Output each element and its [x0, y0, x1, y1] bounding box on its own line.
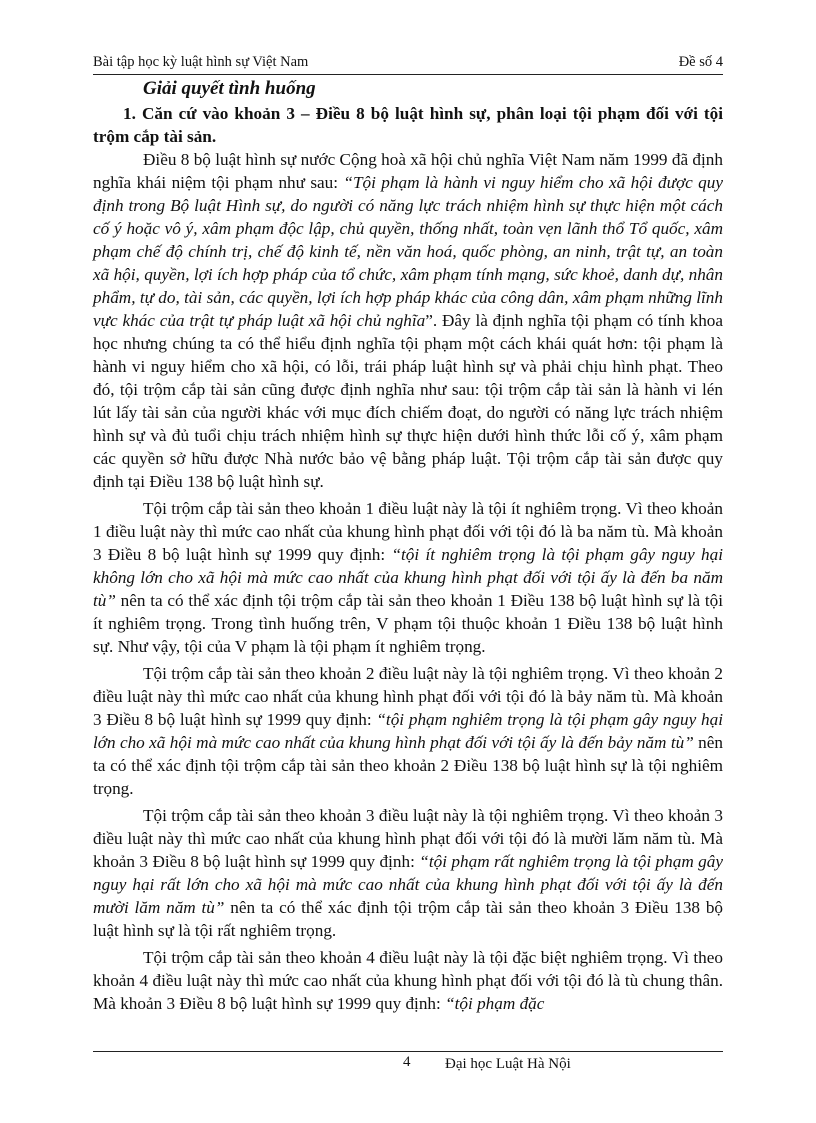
- paragraph-5: [93, 946, 723, 1015]
- legal-quote: “tội phạm rất nghiêm trọng là tội phạm gây nguy hại rất lớn cho xã hội mà mức cao nhất của khung hình phạt đối với tội ấy là đến mười lăm năm tù”: [93, 852, 723, 917]
- question-heading: 1. Căn cứ vào khoản 3 – Điều 8 bộ luật hình sự, phân loại tội phạm đối với tội trộm cắp tài sản.: [93, 104, 723, 146]
- legal-quote: “tội phạm đặc: [445, 994, 545, 1013]
- paragraph-text: Tội trộm cắp tài sản theo khoản 3 điều luật này là tội nghiêm trọng. Vì theo khoản 3 điều luật này thì mức cao nhất của khung hình phạt đối với tội đó là mười lăm năm tù. Mà khoản 3 Điều 8 bộ luật hình sự 1999 quy định:: [93, 806, 723, 871]
- paragraph-3: [93, 662, 723, 800]
- legal-quote: “tội phạm nghiêm trọng là tội phạm gây nguy hại lớn cho xã hội mà mức cao nhất của khung hình phạt đối với tội ấy là đến bảy năm tù”: [93, 710, 723, 752]
- paragraph-text: nên ta có thể xác định tội trộm cắp tài sản theo khoản 3 Điều 138 bộ luật hình sự là tội rất nghiêm trọng.: [93, 898, 724, 940]
- page-header: [93, 52, 723, 75]
- paragraph-text: ”. Đây là định nghĩa tội phạm có tính khoa học nhưng chúng ta có thể hiểu định nghĩa tội phạm một cách khái quát hơn: tội phạm là hành vi nguy hiểm cho xã hội, có lỗi, trái pháp luật hình sự và phải chịu hình phạt. Theo đó, tội trộm cắp tài sản cũng được định nghĩa như sau: tội trộm cắp tài sản là hành vi lén lút lấy tài sản của người khác với mục đích chiếm đoạt, do người có năng lực trách nhiệm hình sự và đủ tuổi chịu trách nhiệm hình sự thực hiện dưới hình thức lỗi cố ý, xâm phạm các quyền sở hữu được Nhà nước bảo vệ bằng pháp luật. Tội trộm cắp tài sản được quy định tại Điều 138 bộ luật hình sự.: [93, 311, 724, 491]
- section-title: Giải quyết tình huống: [143, 78, 316, 99]
- paragraph-text: Tội trộm cắp tài sản theo khoản 4 điều luật này là tội đặc biệt nghiêm trọng. Vì theo khoản 4 điều luật này thì mức cao nhất của khung hình phạt đối với tội đó là tù chung thân. Mà khoản 3 Điều 8 bộ luật hình sự 1999 quy định:: [93, 948, 723, 1013]
- paragraph-text: Tội trộm cắp tài sản theo khoản 2 điều luật này là tội nghiêm trọng. Vì theo khoản 2 điều luật này thì mức cao nhất của khung hình phạt đối với tội đó là bảy năm tù. Mà khoản 3 Điều 8 bộ luật hình sự 1999 quy định:: [93, 664, 723, 729]
- header-course-title: Bài tập học kỳ luật hình sự Việt Nam: [93, 54, 309, 70]
- header-exam-number: Đề số 4: [678, 54, 723, 70]
- page-number: 4: [403, 1054, 411, 1070]
- paragraph-text: Điều 8 bộ luật hình sự nước Cộng hoà xã hội chủ nghĩa Việt Nam năm 1999 đã định nghĩa khái niệm tội phạm như sau:: [93, 150, 723, 192]
- page-footer: [93, 1051, 723, 1072]
- paragraph-text: nên ta có thể xác định tội trộm cắp tài sản theo khoản 1 Điều 138 bộ luật hình sự là tội ít nghiêm trọng. Trong tình huống trên, V phạm tội thuộc khoản 1 Điều 138 bộ luật hình sự. Như vậy, tội của V phạm là tội phạm ít nghiêm trọng.: [93, 591, 723, 656]
- paragraph-text: nên ta có thể xác định tội trộm cắp tài sản theo khoản 2 Điều 138 bộ luật hình sự là tội nghiêm trọng.: [93, 733, 723, 798]
- paragraph-2: [93, 497, 723, 658]
- footer-university: Đại học Luật Hà Nội: [445, 1056, 571, 1072]
- legal-quote: “Tội phạm là hành vi nguy hiểm cho xã hội được quy định trong Bộ luật Hình sự, do người có năng lực trách nhiệm hình sự thực hiện một cách cố ý hoặc vô ý, xâm phạm độc lập, chủ quyền, thống nhất, toàn vẹn lãnh thổ Tổ quốc, xâm phạm chế độ chính trị, chế độ kinh tế, nền văn hoá, quốc phòng, an ninh, trật tự, an toàn xã hội, quyền, lợi ích hợp pháp của tổ chức, xâm phạm tính mạng, sức khoẻ, danh dự, nhân phẩm, tự do, tài sản, các quyền, lợi ích hợp pháp khác của công dân, xâm phạm những lĩnh vực khác của trật tự pháp luật xã hội chủ nghĩa: [93, 173, 723, 330]
- paragraph-1: [93, 148, 723, 493]
- legal-quote: “tội ít nghiêm trọng là tội phạm gây nguy hại không lớn cho xã hội mà mức cao nhất của khung hình phạt đối với tội ấy là đến ba năm tù”: [93, 545, 723, 610]
- document-body: [93, 74, 723, 1019]
- paragraph-4: [93, 804, 723, 942]
- paragraph-text: Tội trộm cắp tài sản theo khoản 1 điều luật này là tội ít nghiêm trọng. Vì theo khoản 1 điều luật này thì mức cao nhất của khung hình phạt đối với tội đó là ba năm tù. Mà khoản 3 Điều 8 bộ luật hình sự 1999 quy định:: [93, 499, 723, 564]
